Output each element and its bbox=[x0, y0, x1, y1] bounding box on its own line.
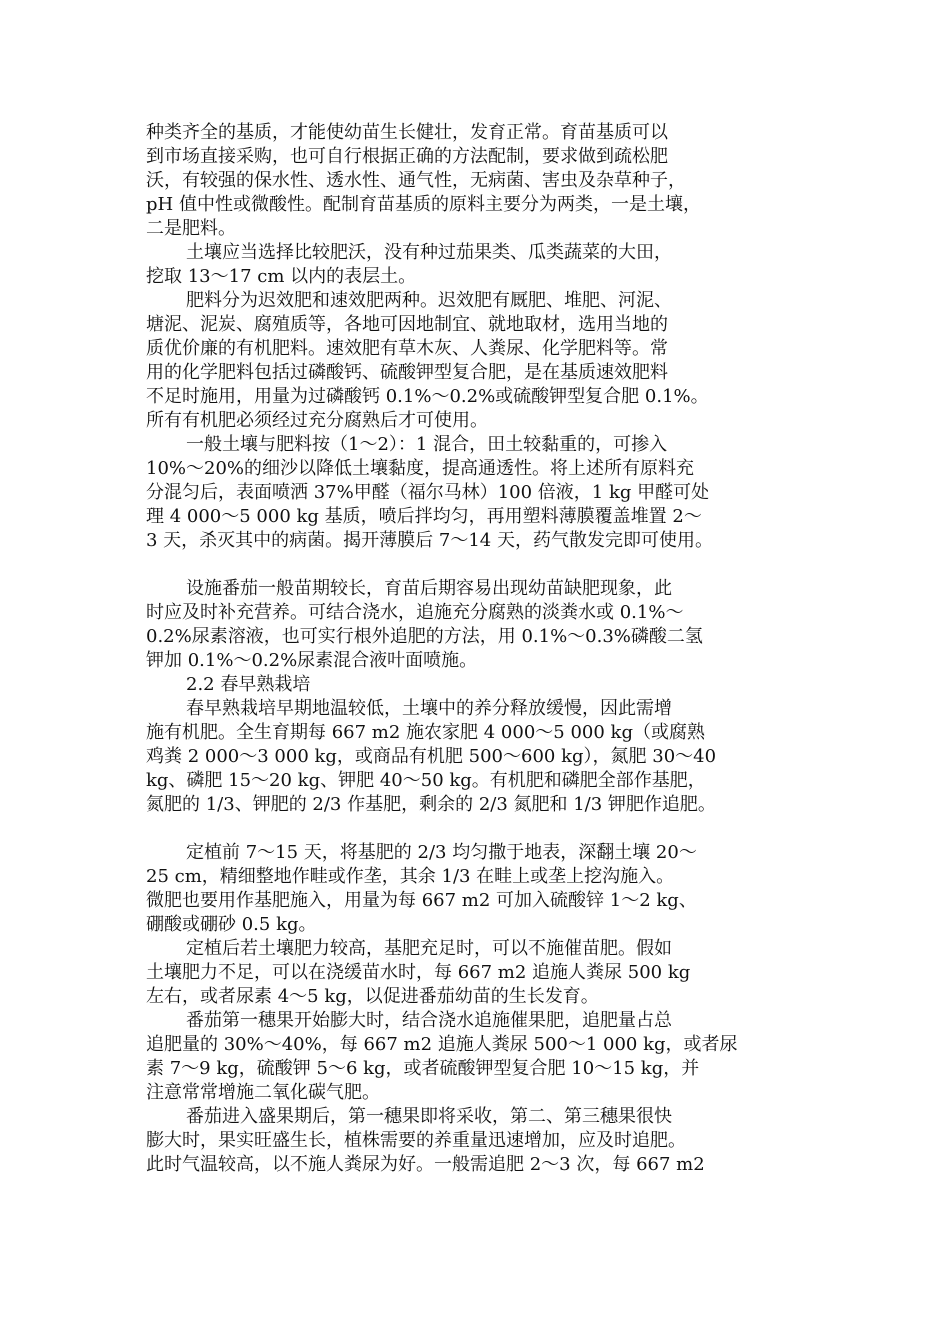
text-line: 不足时施用，用量为过磷酸钙 0.1%～0.2%或硫酸钾型复合肥 0.1%。 bbox=[146, 386, 709, 407]
text-line: kg、磷肥 15～20 kg、钾肥 40～50 kg。有机肥和磷肥全部作基肥， bbox=[146, 770, 706, 791]
text-line: 理 4 000～5 000 kg 基质，喷后拌均匀，再用塑料薄膜覆盖堆置 2～ bbox=[146, 506, 702, 527]
text-line: 微肥也要用作基肥施入，用量为每 667 m2 可加入硫酸锌 1～2 kg、 bbox=[146, 890, 697, 911]
text-line: 所有有机肥必须经过充分腐熟后才可使用。 bbox=[146, 410, 488, 431]
text-line: 到市场直接采购，也可自行根据正确的方法配制，要求做到疏松肥 bbox=[146, 146, 668, 167]
text-line: 用的化学肥料包括过磷酸钙、硫酸钾型复合肥，是在基质速效肥料 bbox=[146, 362, 668, 383]
text-line: 氮肥的 1/3、钾肥的 2/3 作基肥，剩余的 2/3 氮肥和 1/3 钾肥作追肥。 bbox=[146, 794, 716, 815]
body-text bbox=[146, 121, 814, 1177]
text-line: 塘泥、泥炭、腐殖质等，各地可因地制宜、就地取材，选用当地的 bbox=[146, 314, 668, 335]
text-line: 注意常常增施二氧化碳气肥。 bbox=[146, 1082, 380, 1103]
text-line: 土壤应当选择比较肥沃，没有种过茄果类、瓜类蔬菜的大田， bbox=[186, 242, 672, 263]
text-line: 肥料分为迟效肥和速效肥两种。迟效肥有厩肥、堆肥、河泥、 bbox=[186, 290, 672, 311]
text-line: 左右，或者尿素 4～5 kg，以促进番茄幼苗的生长发育。 bbox=[146, 986, 599, 1007]
text-line: 一般土壤与肥料按（1～2）：1 混合，田土较黏重的，可掺入 bbox=[186, 434, 668, 455]
text-line: 25 cm，精细整地作畦或作垄，其余 1/3 在畦上或垄上挖沟施入。 bbox=[146, 866, 675, 887]
text-line: pH 值中性或微酸性。配制育苗基质的原料主要分为两类，一是土壤， bbox=[146, 194, 701, 215]
text-line: 3 天，杀灭其中的病菌。揭开薄膜后 7～14 天，药气散发完即可使用。 bbox=[146, 530, 713, 551]
text-line: 施有机肥。全生育期每 667 m2 施农家肥 4 000～5 000 kg（或腐熟 bbox=[146, 722, 705, 743]
text-line: 种类齐全的基质，才能使幼苗生长健壮，发育正常。育苗基质可以 bbox=[146, 122, 668, 143]
text-line: 挖取 13～17 cm 以内的表层土。 bbox=[146, 266, 417, 287]
blank-line bbox=[146, 553, 814, 577]
text-line: 春早熟栽培早期地温较低，土壤中的养分释放缓慢，因此需增 bbox=[186, 698, 672, 719]
text-line: 二是肥料。 bbox=[146, 218, 236, 239]
text-line: 沃，有较强的保水性、透水性、通气性，无病菌、害虫及杂草种子， bbox=[146, 170, 686, 191]
text-line: 10%～20%的细沙以降低土壤黏度，提高通透性。将上述所有原料充 bbox=[146, 458, 695, 479]
text-line: 定植后若土壤肥力较高，基肥充足时，可以不施催苗肥。假如 bbox=[186, 938, 672, 959]
text-line: 时应及时补充营养。可结合浇水，追施充分腐熟的淡粪水或 0.1%～ bbox=[146, 602, 684, 623]
text-line: 2.2 春早熟栽培 bbox=[186, 674, 311, 695]
text-line: 番茄第一穗果开始膨大时，结合浇水追施催果肥，追肥量占总 bbox=[186, 1010, 672, 1031]
text-line: 钾加 0.1%～0.2%尿素混合液叶面喷施。 bbox=[146, 650, 478, 671]
text-line: 硼酸或硼砂 0.5 kg。 bbox=[146, 914, 317, 935]
blank-line bbox=[146, 817, 814, 841]
text-line: 土壤肥力不足，可以在浇缓苗水时，每 667 m2 追施人粪尿 500 kg bbox=[146, 962, 691, 983]
text-line: 鸡粪 2 000～3 000 kg，或商品有机肥 500～600 kg），氮肥 30～40 bbox=[146, 746, 717, 767]
text-line: 质优价廉的有机肥料。速效肥有草木灰、人粪尿、化学肥料等。常 bbox=[146, 338, 668, 359]
text-line: 此时气温较高，以不施人粪尿为好。一般需追肥 2～3 次，每 667 m2 bbox=[146, 1154, 705, 1175]
text-line: 设施番茄一般苗期较长，育苗后期容易出现幼苗缺肥现象，此 bbox=[186, 578, 672, 599]
text-line: 番茄进入盛果期后，第一穗果即将采收，第二、第三穗果很快 bbox=[186, 1106, 672, 1127]
text-line: 0.2%尿素溶液，也可实行根外追肥的方法，用 0.1%～0.3%磷酸二氢 bbox=[146, 626, 703, 647]
text-line: 分混匀后，表面喷洒 37%甲醛（福尔马林）100 倍液，1 kg 甲醛可处 bbox=[146, 482, 710, 503]
text-line: 定植前 7～15 天，将基肥的 2/3 均匀撒于地表，深翻土壤 20～ bbox=[186, 842, 697, 863]
text-line: 膨大时，果实旺盛生长，植株需要的养重量迅速增加，应及时追肥。 bbox=[146, 1130, 686, 1151]
text-line: 追肥量的 30%～40%，每 667 m2 追施人粪尿 500～1 000 kg，或者尿 bbox=[146, 1034, 738, 1055]
text-line: 素 7～9 kg，硫酸钾 5～6 kg，或者硫酸钾型复合肥 10～15 kg，并 bbox=[146, 1058, 700, 1079]
